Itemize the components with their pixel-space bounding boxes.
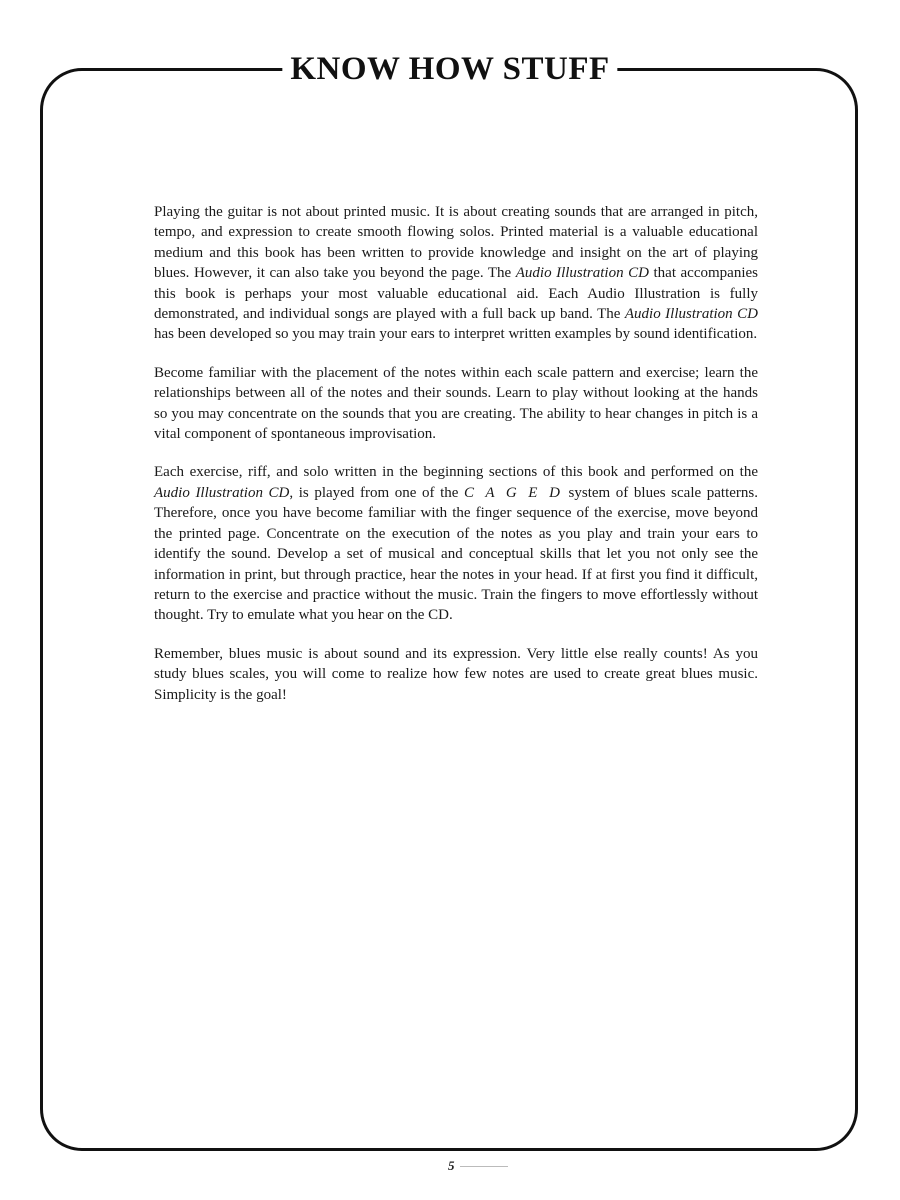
- paragraph-3-text-c: system of blues scale patterns. Therefore, once you have become familiar with the finger sequence of the exercise, move beyond the printed page. Concentrate on the execution of the notes as you play and train your ears to identify the sound. Develop a set of musical and conceptual skills that let you not only see the information in print, but through practice, hear the notes in your head. If at first you find it difficult, return to the exercise and practice without the music. Train the fingers to move effortlessly without thought. Try to emulate what you hear on the CD.: [154, 484, 758, 624]
- cd-title-italic: Audio Illustration CD: [154, 484, 290, 501]
- paragraph-1-text-a: Playing the guitar is not about printed music. It is about creating sounds that are arranged in pitch, tempo, and expression to create smooth flowing solos. Printed material is a valuable educational medium and this book has been written to provide knowledge and insight on the art of playing blues. However, it can also take you beyond the page. The: [154, 204, 758, 282]
- cd-title-italic: Audio Illustration CD: [624, 306, 758, 323]
- caged-label: C A G E D: [464, 484, 563, 501]
- cd-title-italic: Audio Illustration CD: [515, 265, 649, 282]
- page-title: KNOW HOW STUFF: [282, 49, 617, 89]
- paragraph-1-text-b: that accompanies this book is perhaps your most valuable educational aid. Each Audio Illustration is fully demonstrated, and individual songs are played with a full back up band. The: [154, 265, 758, 323]
- page-number-rule: [460, 1166, 508, 1167]
- body-text: [154, 202, 758, 723]
- page-number: 5: [448, 1158, 455, 1173]
- paragraph-3: [154, 462, 758, 625]
- paragraph-4: Remember, blues music is about sound and its expression. Very little else really counts! As you study blues scales, you will come to realize how few notes are used to create great blues music. Simplicity is the goal!: [154, 645, 758, 703]
- paragraph-3-text-b: , is played from one of the: [289, 484, 465, 501]
- paragraph-3-text-a: Each exercise, riff, and solo written in the beginning sections of this book and performed on the: [154, 464, 758, 481]
- paragraph-1: [154, 202, 758, 345]
- paragraph-1-text-c: has been developed so you may train your ears to interpret written examples by sound identification.: [154, 326, 758, 343]
- paragraph-2: Become familiar with the placement of the notes within each scale pattern and exercise; learn the relationships between all of the notes and their sounds. Learn to play without looking at the hands so you may concentrate on the sounds that you are creating. The ability to hear changes in pitch is a vital component of spontaneous improvisation.: [154, 364, 758, 443]
